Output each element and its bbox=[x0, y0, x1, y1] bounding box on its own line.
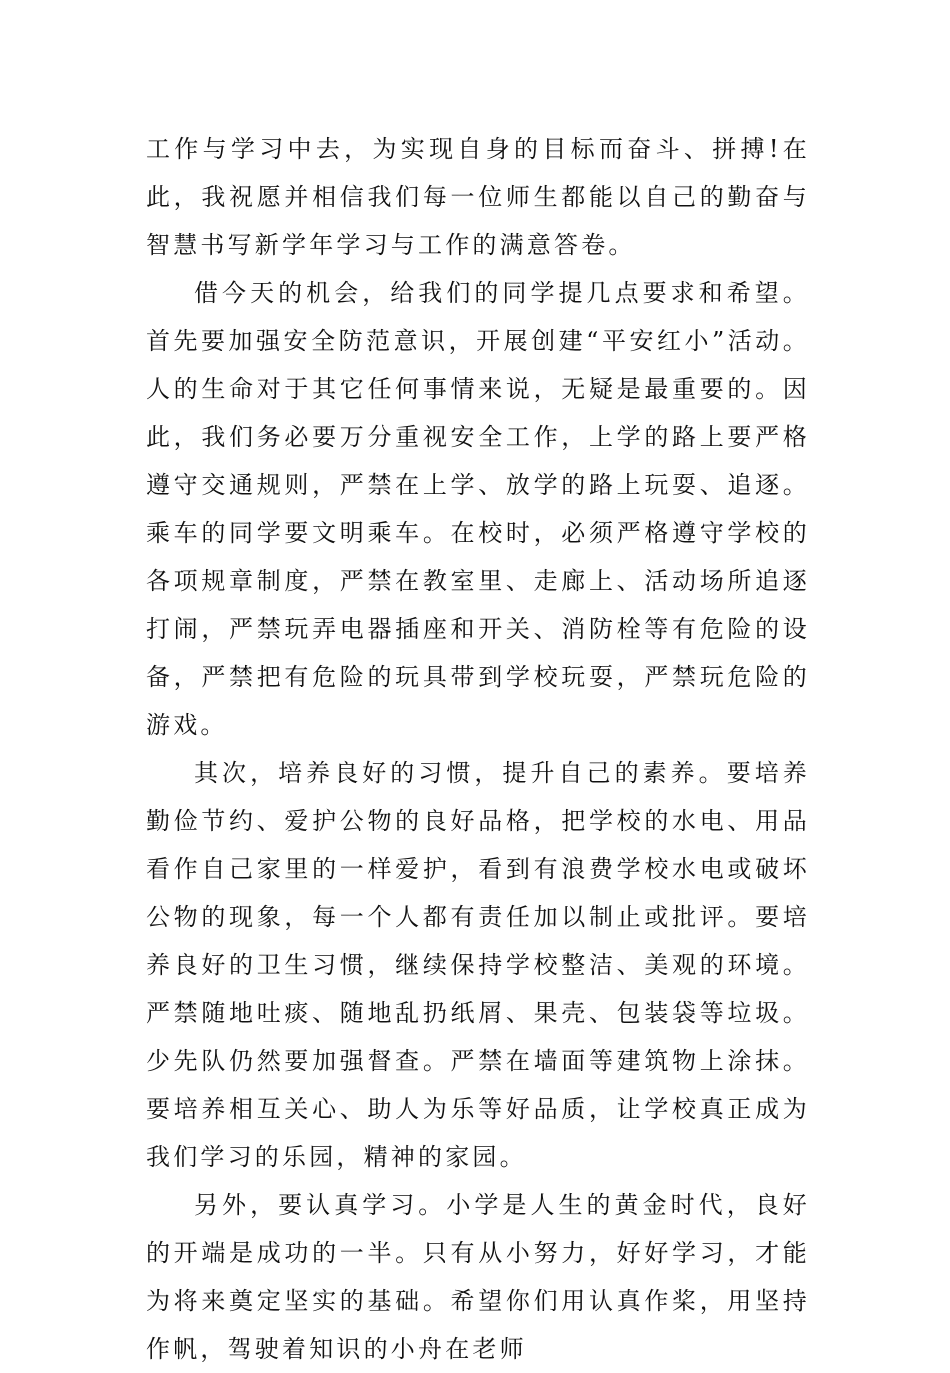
document-body bbox=[146, 125, 810, 1373]
paragraph-1: 工作与学习中去，为实现自身的目标而奋斗、拼搏!在此，我祝愿并相信我们每一位师生都能以自己的勤奋与智慧书写新学年学习与工作的满意答卷。 bbox=[146, 135, 810, 259]
paragraph-2: 借今天的机会，给我们的同学提几点要求和希望。首先要加强安全防范意识，开展创建“平安红小”活动。人的生命对于其它任何事情来说，无疑是最重要的。因此，我们务必要万分重视安全工作，上学的路上要严格遵守交通规则，严禁在上学、放学的路上玩耍、追逐。乘车的同学要文明乘车。在校时，必须严格遵守学校的各项规章制度，严禁在教室里、走廊上、活动场所追逐打闹，严禁玩弄电器插座和开关、消防栓等有危险的设备，严禁把有危险的玩具带到学校玩耍，严禁玩危险的游戏。 bbox=[146, 279, 810, 739]
paragraph-3: 其次，培养良好的习惯，提升自己的素养。要培养勤俭节约、爱护公物的良好品格，把学校的水电、用品看作自己家里的一样爱护，看到有浪费学校水电或破坏公物的现象，每一个人都有责任加以制止或批评。要培养良好的卫生习惯，继续保持学校整洁、美观的环境。严禁随地吐痰、随地乱扔纸屑、果壳、包装袋等垃圾。少先队仍然要加强督查。严禁在墙面等建筑物上涂抹。要培养相互关心、助人为乐等好品质，让学校真正成为我们学习的乐园，精神的家园。 bbox=[146, 759, 810, 1171]
paragraph-4: 另外，要认真学习。小学是人生的黄金时代，良好的开端是成功的一半。只有从小努力，好好学习，才能为将来奠定坚实的基础。希望你们用认真作桨，用坚持作帆，驾驶着知识的小舟在老师 bbox=[146, 1191, 810, 1363]
